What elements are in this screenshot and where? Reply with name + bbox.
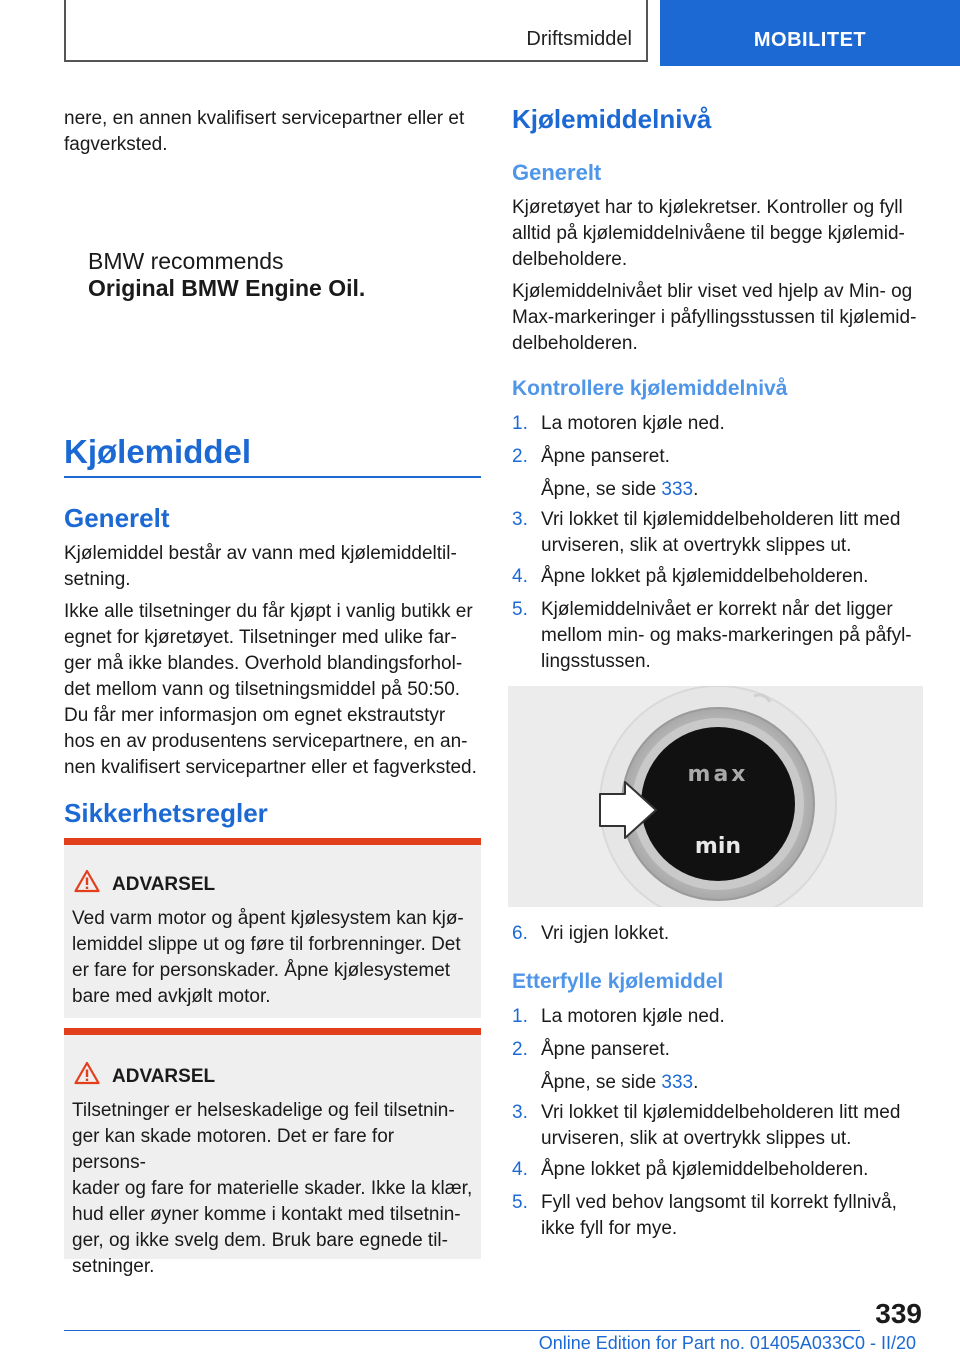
paragraph-line: det mellom vann og tilsetningsmiddel på 50:50. — [64, 679, 461, 700]
list-item — [512, 1190, 922, 1242]
list-item — [512, 1037, 922, 1096]
step-text: La motoren kjøle ned. — [541, 1006, 725, 1027]
paragraph-line: Kjølemiddel består av vann med kjølemiddeltil- — [64, 543, 457, 564]
page-number: 339 — [875, 1298, 922, 1329]
step-text: urviseren, slik at overtrykk slippes ut. — [541, 535, 852, 556]
filler-neck-illustration — [508, 686, 923, 907]
section-heading-coolant-level: Kjølemiddelnivå — [512, 104, 712, 134]
list-item — [512, 507, 922, 559]
warning-triangle-icon — [74, 869, 100, 893]
step-number: 4. — [512, 566, 528, 587]
paragraph-line: delbeholdere. — [512, 249, 628, 270]
warning-title: ADVARSEL — [112, 1066, 216, 1087]
step-number: 2. — [512, 1039, 528, 1060]
warning-triangle-icon — [74, 1061, 100, 1085]
chapter-tab[interactable] — [660, 0, 960, 66]
step-text: lingsstussen. — [541, 651, 651, 672]
page-link[interactable]: 333 — [661, 1072, 694, 1093]
section-heading-coolant: Kjølemiddel — [64, 433, 252, 470]
paragraph-line: Kjølemiddelnivået blir viset ved hjelp av Min- og — [512, 281, 913, 302]
warning-box — [64, 1028, 481, 1277]
list-item — [512, 921, 922, 947]
subheading-safety: Sikkerhetsregler — [64, 798, 268, 828]
step-text: ikke fyll for mye. — [541, 1218, 678, 1239]
paragraph-line: ger må ikke blandes. Overhold blandingsforhol- — [64, 653, 463, 674]
step-text: urviseren, slik at overtrykk slippes ut. — [541, 1128, 852, 1149]
step-text: Åpne lokket på kjølemiddelbeholderen. — [541, 1159, 869, 1180]
list-item — [512, 1100, 922, 1152]
step-text: Fyll ved behov langsomt til korrekt fyllnivå, — [541, 1192, 897, 1213]
subheading-refill: Etterfylle kjølemiddel — [512, 970, 724, 993]
warning-text: Ved varm motor og åpent kjølesystem kan kjø- lemiddel slippe ut og føre til forbrenninger. Det er fare for personskader. Åpne kjølesystemet bare med avkjølt motor. — [72, 908, 464, 1007]
list-item — [512, 411, 922, 437]
step-number: 5. — [512, 599, 528, 620]
paragraph-line: setning. — [64, 569, 131, 590]
paragraph-line: Du får mer informasjon om egnet ekstrautstyr — [64, 705, 446, 726]
step-text: mellom min- og maks-markeringen på påfyl- — [541, 625, 912, 646]
step-text: Kjølemiddelnivået er korrekt når det ligger — [541, 599, 893, 620]
subheading-general: Generelt — [512, 160, 602, 185]
step-text: Åpne panseret. — [541, 1039, 670, 1060]
step-reference: Åpne, se side 333. — [541, 1072, 699, 1093]
step-text: Åpne panseret. — [541, 446, 670, 467]
warning-text: Tilsetninger er helseskadelige og feil tilsetnin- ger kan skade motoren. Det er fare for persons- kader og fare for materielle skader. Ikke la klær, hud eller øyner komme i kontakt med tilsetnin- ger, og ikke svelg dem. Bruk bare egnede til- setninger. — [72, 1100, 473, 1277]
list-item — [512, 597, 922, 675]
coolant-filler-photo — [508, 686, 923, 907]
warning-box — [64, 838, 481, 1018]
step-text: Vri igjen lokket. — [541, 923, 670, 944]
intro-text-line: fagverksted. — [64, 134, 168, 155]
paragraph-line: delbeholderen. — [512, 333, 638, 354]
subheading-general: Generelt — [64, 503, 170, 533]
page-link[interactable]: 333 — [661, 479, 694, 500]
paragraph-line: alltid på kjølemiddelnivåene til begge kjølemid- — [512, 223, 905, 244]
step-text: La motoren kjøle ned. — [541, 413, 725, 434]
max-label: max — [687, 762, 749, 787]
paragraph-line: nen kvalifisert servicepartner eller et fagverksted. — [64, 757, 477, 778]
list-item — [512, 1004, 922, 1030]
step-number: 1. — [512, 1006, 528, 1027]
step-text: Vri lokket til kjølemiddelbeholderen litt med — [541, 1102, 901, 1123]
subheading-check-level: Kontrollere kjølemiddelnivå — [512, 377, 788, 400]
step-reference: Åpne, se side 333. — [541, 479, 699, 500]
intro-text-line: nere, en annen kvalifisert servicepartner eller et — [64, 108, 465, 129]
footer-edition: Online Edition for Part no. 01405A033C0 - II/20 — [538, 1333, 916, 1353]
step-text: Åpne lokket på kjølemiddelbeholderen. — [541, 566, 869, 587]
paragraph-line: Ikke alle tilsetninger du får kjøpt i vanlig butikk er — [64, 601, 473, 622]
step-number: 3. — [512, 1102, 528, 1123]
paragraph-line: egnet for kjøretøyet. Tilsetninger med ulike far- — [64, 627, 457, 648]
step-number: 1. — [512, 413, 528, 434]
step-number: 3. — [512, 509, 528, 530]
list-item — [512, 564, 922, 590]
paragraph-line: Max-markeringer i påfyllingsstussen til kjølemid- — [512, 307, 917, 328]
step-number: 2. — [512, 446, 528, 467]
step-number: 4. — [512, 1159, 528, 1180]
bmw-engine-oil-line: Original BMW Engine Oil. — [88, 275, 366, 301]
warning-title: ADVARSEL — [112, 874, 216, 895]
bmw-recommends-line: BMW recommends — [88, 248, 284, 274]
heading-rule — [64, 476, 481, 478]
step-text: Vri lokket til kjølemiddelbeholderen litt med — [541, 509, 901, 530]
step-number: 6. — [512, 923, 528, 944]
paragraph-line: hos en av produsentens servicepartnere, en an- — [64, 731, 468, 752]
chapter-title: MOBILITET — [753, 29, 867, 51]
min-label: min — [694, 834, 742, 859]
list-item — [512, 444, 922, 503]
header-section-box — [64, 0, 648, 62]
step-number: 5. — [512, 1192, 528, 1213]
list-item — [512, 1157, 922, 1183]
paragraph-line: Kjøretøyet har to kjølekretser. Kontroller og fyll — [512, 197, 903, 218]
section-title: Driftsmiddel — [526, 28, 632, 50]
footer-rule — [64, 1330, 860, 1331]
